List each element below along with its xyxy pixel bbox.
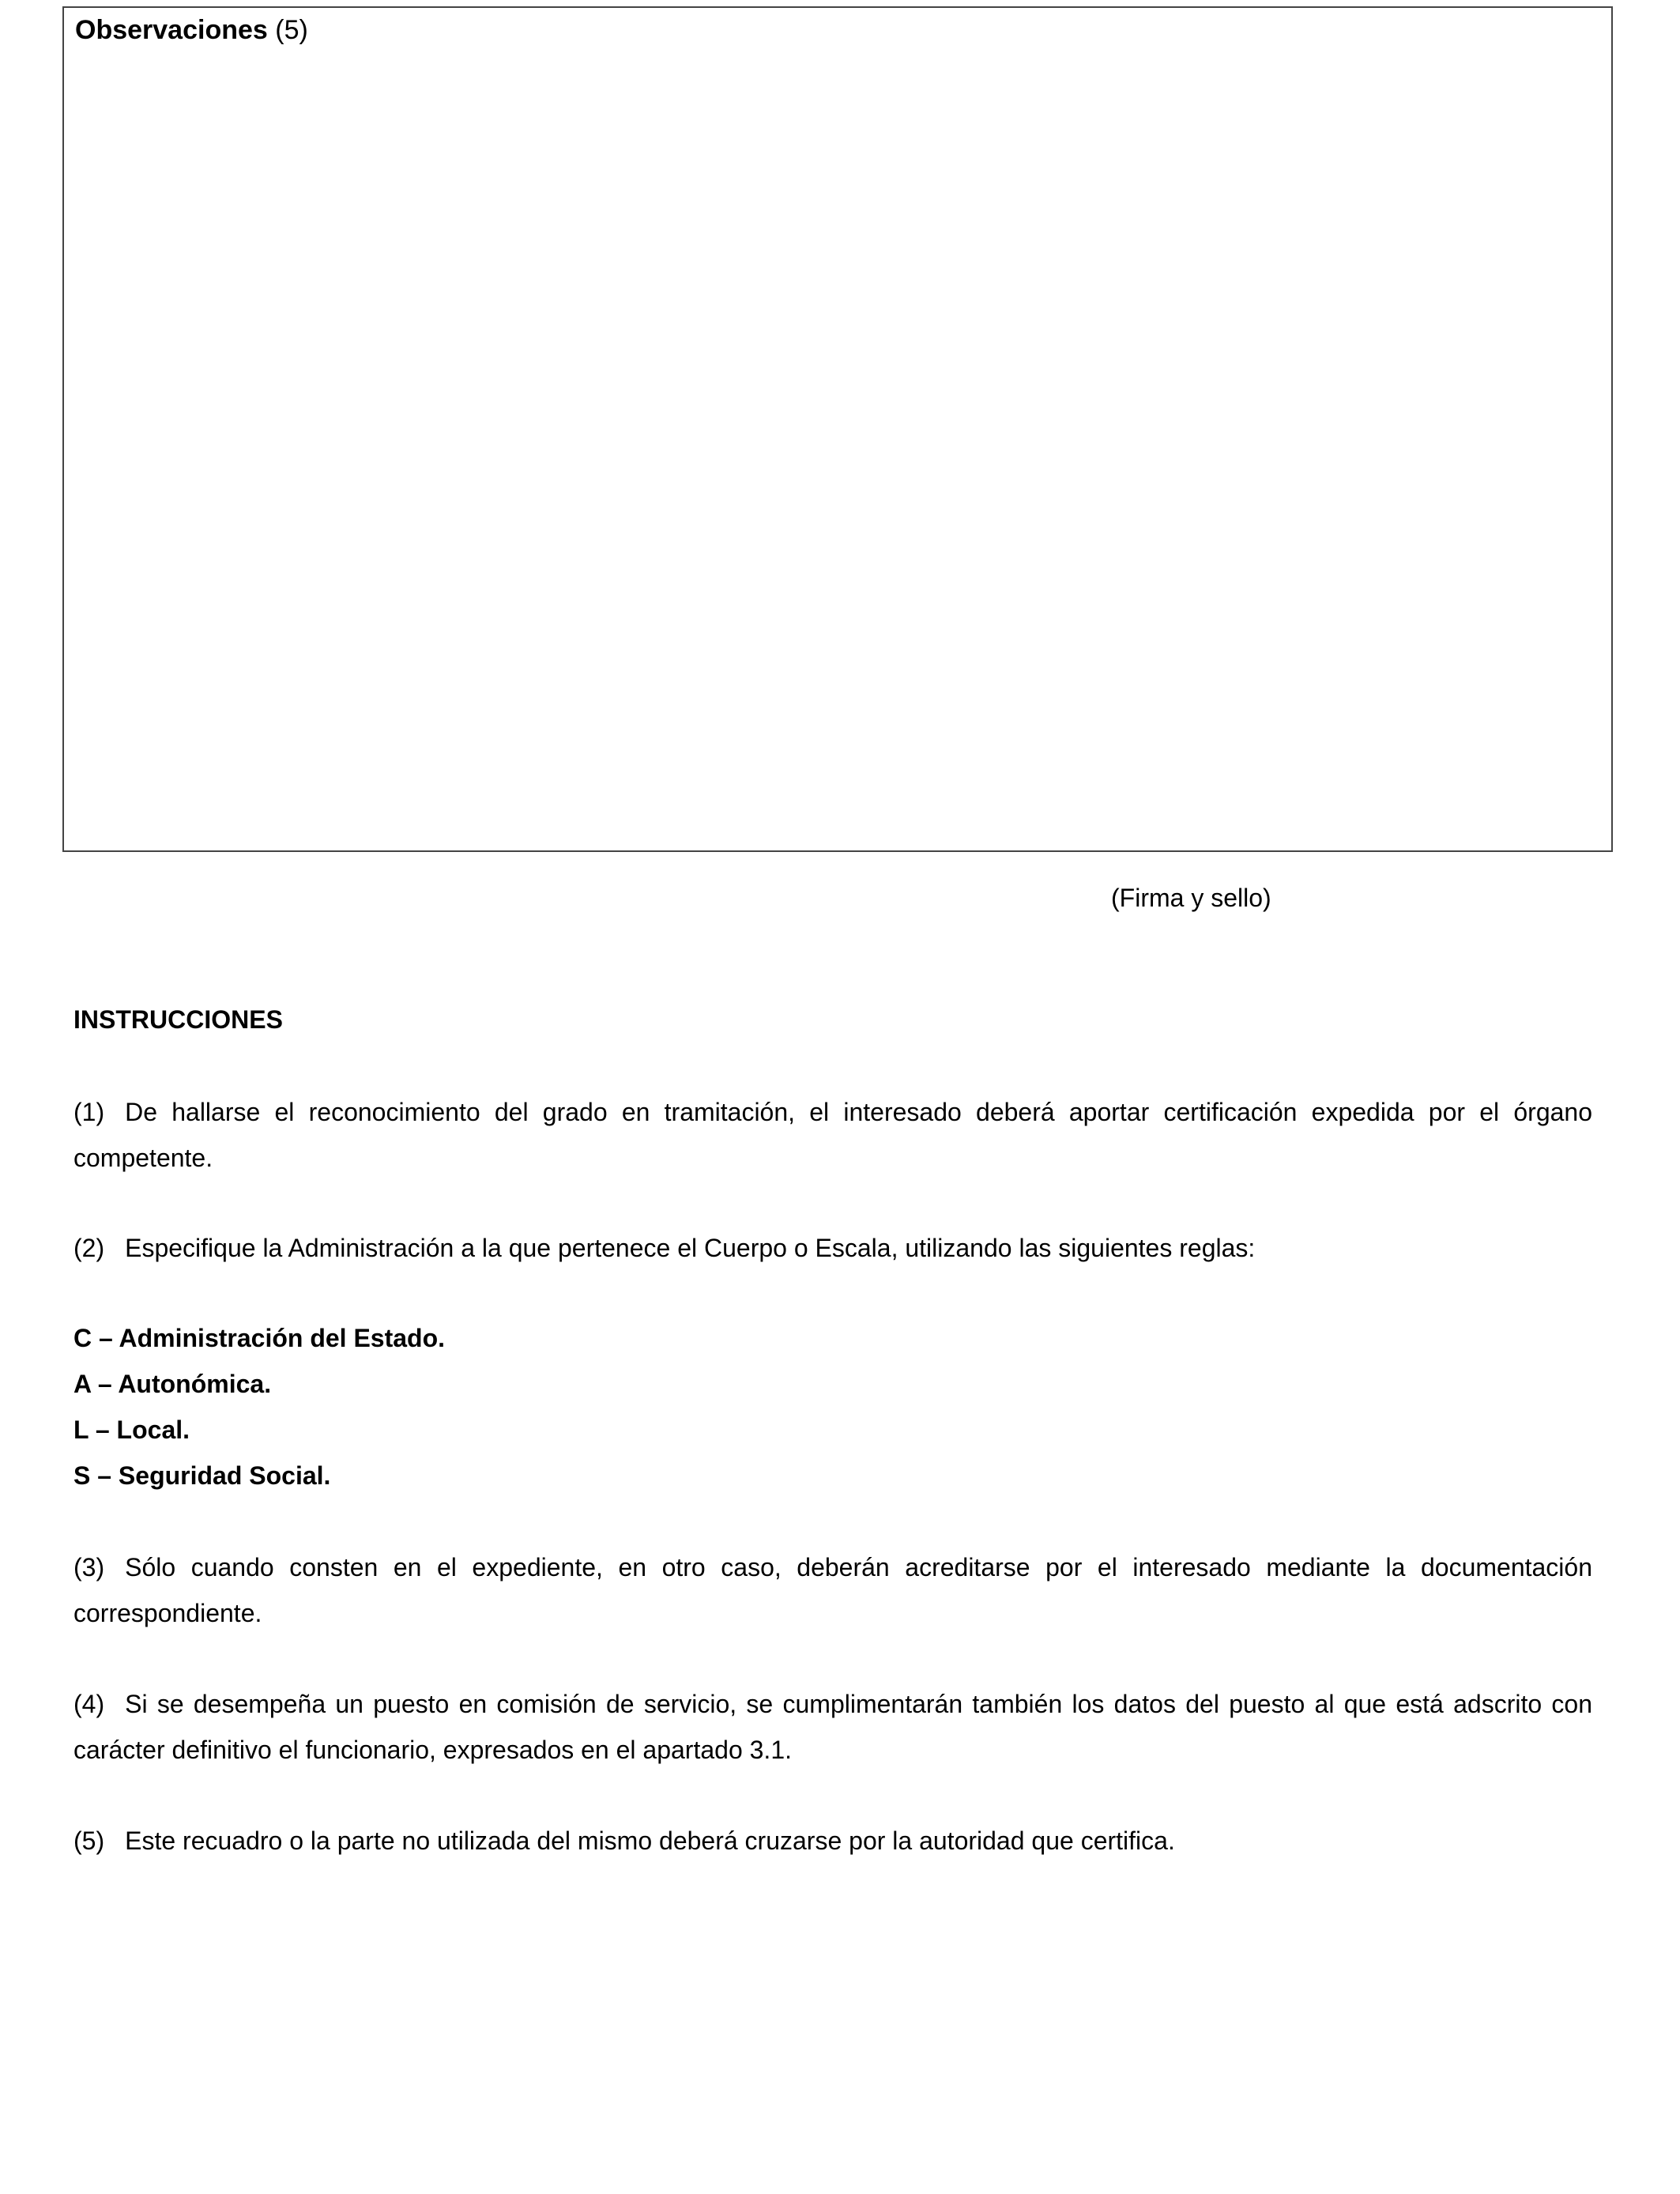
observations-title xyxy=(75,14,308,46)
note-number: (4) xyxy=(73,1690,105,1718)
rule-item: C – Administración del Estado. xyxy=(73,1324,446,1352)
instructions-heading: INSTRUCCIONES xyxy=(73,1005,283,1034)
observations-box[interactable] xyxy=(62,6,1613,852)
note-number: (1) xyxy=(73,1098,105,1126)
signature-label: (Firma y sello) xyxy=(1111,884,1271,912)
instruction-note-3 xyxy=(73,1544,1592,1636)
note-text: Sólo cuando consten en el expediente, en otro caso, deberán acreditarse por el interesado mediante la documentación correspondiente. xyxy=(73,1553,1592,1627)
instruction-note-5 xyxy=(73,1818,1592,1864)
note-number: (5) xyxy=(73,1826,105,1855)
instruction-note-1 xyxy=(73,1089,1592,1181)
rule-item: S – Seguridad Social. xyxy=(73,1461,331,1490)
note-text: De hallarse el reconocimiento del grado en tramitación, el interesado deberá aportar certificación expedida por el órgano competente. xyxy=(73,1098,1592,1172)
note-number: (3) xyxy=(73,1553,105,1581)
note-number: (2) xyxy=(73,1234,105,1262)
administration-rules xyxy=(73,1315,445,1498)
note-text: Especifique la Administración a la que pertenece el Cuerpo o Escala, utilizando las siguientes reglas: xyxy=(125,1234,1256,1262)
rule-item: L – Local. xyxy=(73,1416,190,1444)
note-text: Si se desempeña un puesto en comisión de servicio, se cumplimentarán también los datos del puesto al que está adscrito con carácter definitivo el funcionario, expresados en el apartado 3.1. xyxy=(73,1690,1592,1764)
observations-note-ref: (5) xyxy=(275,15,308,45)
rule-item: A – Autonómica. xyxy=(73,1370,272,1398)
observations-label: Observaciones xyxy=(75,15,268,45)
instruction-note-2 xyxy=(73,1225,1592,1271)
instruction-note-4 xyxy=(73,1681,1592,1773)
note-text: Este recuadro o la parte no utilizada del mismo deberá cruzarse por la autoridad que certifica. xyxy=(125,1826,1175,1855)
